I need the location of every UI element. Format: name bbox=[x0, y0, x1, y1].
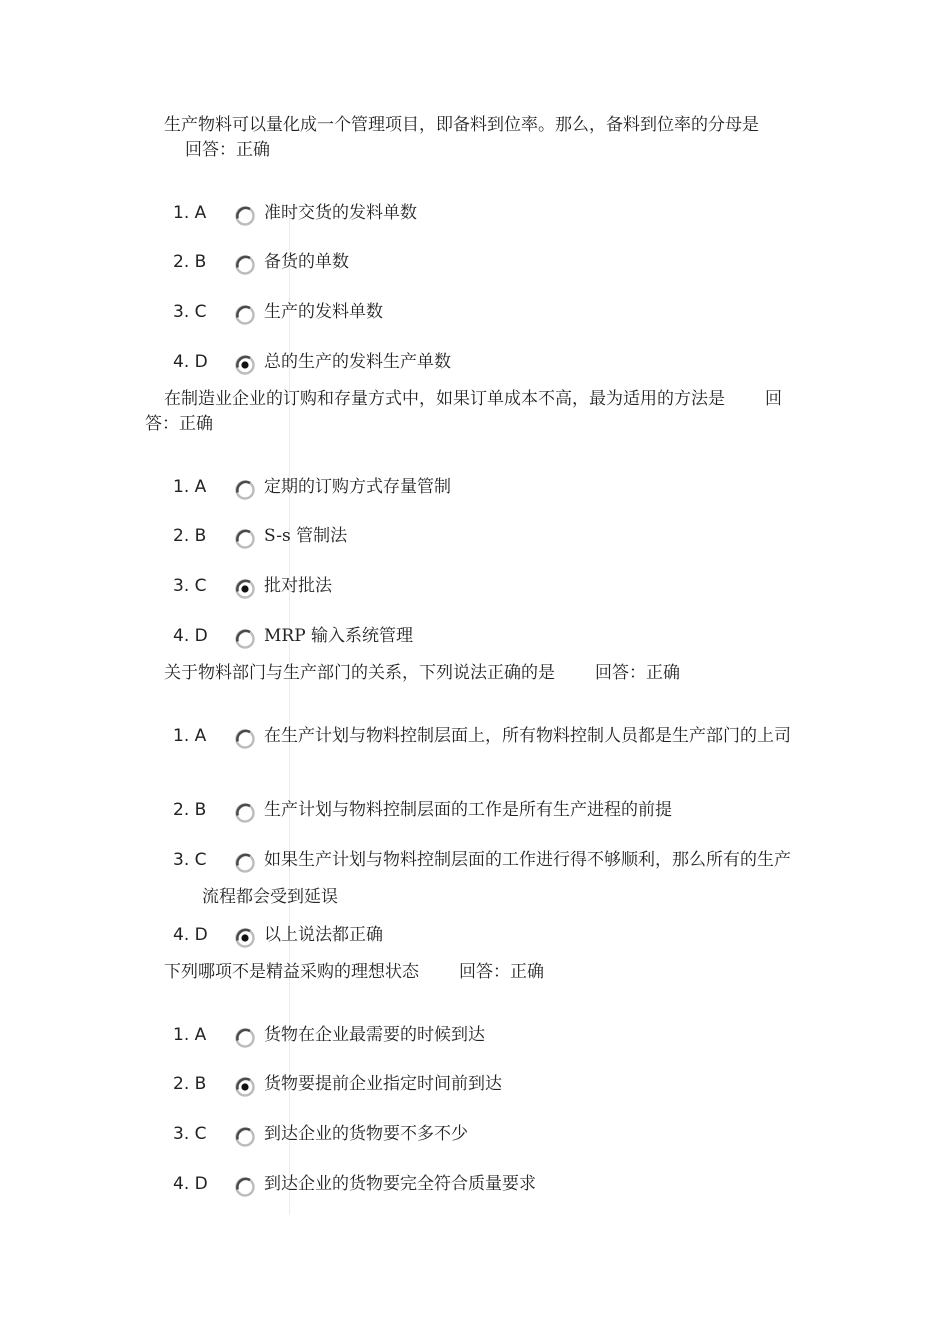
option-number: 4. D bbox=[173, 626, 208, 646]
radio-unselected-icon[interactable] bbox=[233, 1125, 257, 1149]
option-text: 到达企业的货物要不多不少 bbox=[264, 1124, 468, 1144]
radio-unselected-icon[interactable] bbox=[233, 253, 257, 277]
answer-status: 回答：正确 bbox=[185, 140, 270, 160]
radio-unselected-icon[interactable] bbox=[233, 204, 257, 228]
option-text: 总的生产的发料生产单数 bbox=[264, 352, 451, 372]
option-text: 以上说法都正确 bbox=[264, 925, 383, 945]
option-1-a[interactable] bbox=[0, 195, 950, 232]
option-text: 生产计划与物料控制层面的工作是所有生产进程的前提 bbox=[264, 800, 672, 820]
option-number: 4. D bbox=[173, 352, 208, 372]
option-1-b[interactable] bbox=[0, 244, 950, 281]
question-1-stem bbox=[145, 113, 810, 163]
radio-unselected-icon[interactable] bbox=[233, 478, 257, 502]
option-number: 3. C bbox=[173, 576, 207, 596]
option-number: 1. A bbox=[173, 726, 207, 746]
option-2-a[interactable] bbox=[0, 469, 950, 506]
option-number: 1. A bbox=[173, 203, 207, 223]
answer-status: 回答：正确 bbox=[145, 389, 782, 434]
radio-selected-icon[interactable] bbox=[233, 926, 257, 950]
option-text: 如果生产计划与物料控制层面的工作进行得不够顺利，那么所有的生产流程都会受到延误 bbox=[202, 850, 791, 907]
option-4-d[interactable] bbox=[0, 1166, 950, 1203]
option-text: 货物要提前企业指定时间前到达 bbox=[264, 1074, 502, 1094]
radio-unselected-icon[interactable] bbox=[233, 527, 257, 551]
answer-status: 回答：正确 bbox=[595, 663, 680, 683]
radio-selected-icon[interactable] bbox=[233, 1075, 257, 1099]
radio-unselected-icon[interactable] bbox=[233, 801, 257, 825]
option-number: 2. B bbox=[173, 1074, 207, 1094]
radio-selected-icon[interactable] bbox=[233, 353, 257, 377]
option-3-a[interactable] bbox=[0, 718, 950, 792]
option-text: 定期的订购方式存量管制 bbox=[264, 477, 451, 497]
option-number: 3. C bbox=[173, 302, 207, 322]
option-text: 准时交货的发料单数 bbox=[264, 203, 417, 223]
option-number: 2. B bbox=[173, 526, 207, 546]
option-text: 生产的发料单数 bbox=[264, 302, 383, 322]
question-text: 生产物料可以量化成一个管理项目，即备料到位率。那么，备料到位率的分母是 bbox=[164, 115, 759, 135]
option-4-c[interactable] bbox=[0, 1116, 950, 1153]
option-2-d[interactable] bbox=[0, 618, 950, 655]
option-1-c[interactable] bbox=[0, 294, 950, 331]
question-4-stem bbox=[145, 960, 810, 985]
option-text: 在生产计划与物料控制层面上，所有物料控制人员都是生产部门的上司 bbox=[264, 726, 791, 746]
option-text: 批对批法 bbox=[264, 576, 332, 596]
option-number: 3. C bbox=[173, 1124, 207, 1144]
answer-status: 回答：正确 bbox=[459, 962, 544, 982]
radio-unselected-icon[interactable] bbox=[233, 303, 257, 327]
option-text: 到达企业的货物要完全符合质量要求 bbox=[264, 1174, 536, 1194]
option-3-d[interactable] bbox=[0, 917, 950, 954]
radio-unselected-icon[interactable] bbox=[233, 1175, 257, 1199]
question-text: 在制造业企业的订购和存量方式中，如果订单成本不高，最为适用的方法是 bbox=[164, 389, 725, 409]
option-4-b[interactable] bbox=[0, 1066, 950, 1103]
question-3-stem bbox=[145, 661, 810, 686]
option-4-a[interactable] bbox=[0, 1017, 950, 1054]
option-number: 1. A bbox=[173, 1025, 207, 1045]
option-number: 2. B bbox=[173, 800, 207, 820]
option-3-b[interactable] bbox=[0, 792, 950, 829]
option-number: 2. B bbox=[173, 252, 207, 272]
option-text: 货物在企业最需要的时候到达 bbox=[264, 1025, 485, 1045]
question-text: 关于物料部门与生产部门的关系，下列说法正确的是 bbox=[164, 663, 555, 683]
option-1-d[interactable] bbox=[0, 344, 950, 381]
option-number: 3. C bbox=[173, 850, 207, 870]
radio-unselected-icon[interactable] bbox=[233, 627, 257, 651]
question-text: 下列哪项不是精益采购的理想状态 bbox=[164, 962, 419, 982]
option-2-b[interactable] bbox=[0, 518, 950, 555]
radio-unselected-icon[interactable] bbox=[233, 1026, 257, 1050]
option-number: 1. A bbox=[173, 477, 207, 497]
option-text: S-s 管制法 bbox=[264, 526, 348, 546]
option-number: 4. D bbox=[173, 925, 208, 945]
option-number: 4. D bbox=[173, 1174, 208, 1194]
question-2-stem bbox=[145, 387, 810, 437]
radio-selected-icon[interactable] bbox=[233, 577, 257, 601]
option-text: 备货的单数 bbox=[264, 252, 349, 272]
option-3-c[interactable] bbox=[0, 842, 950, 916]
option-2-c[interactable] bbox=[0, 568, 950, 605]
option-text: MRP 输入系统管理 bbox=[264, 626, 414, 646]
